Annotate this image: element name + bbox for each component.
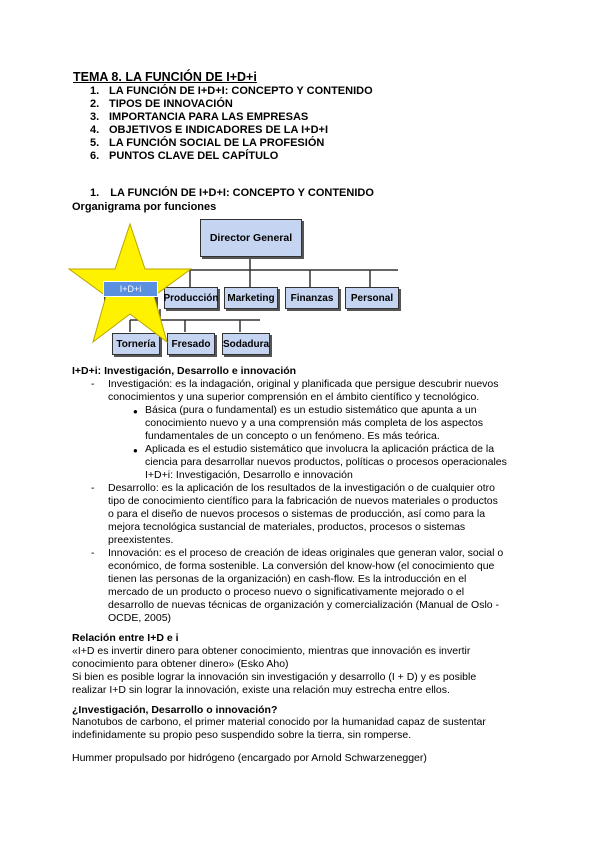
- toc-number: 6.: [90, 150, 100, 162]
- text-line: tienen las personas de la organización) en cash-flow. Es la introducción en el: [108, 573, 467, 585]
- section-label: LA FUNCIÓN DE I+D+I: CONCEPTO Y CONTENIDO: [110, 187, 374, 199]
- toc-item: [73, 111, 373, 124]
- text-line: I+D+i: Investigación, Desarrollo e innovación: [145, 469, 353, 481]
- bullet-icon: ●: [133, 446, 138, 455]
- org-chart-title: Organigrama por funciones: [72, 201, 217, 213]
- text-line: conocimiento para obtener dinero» (Esko Aho): [72, 658, 289, 670]
- toc-item: [73, 137, 373, 150]
- desarrollo-text: [108, 482, 498, 547]
- text-line: fundamentales de un concepto o un fenómeno. Es más teórica.: [145, 430, 440, 442]
- text-line: o para el diseño de nuevos procesos o sistemas de producción, así como para la: [108, 508, 486, 520]
- text-line: indefinidamente su propio peso suspendido sobre la tierra, sin romperse.: [72, 729, 412, 741]
- text-line: tipo de conocimiento científico para la fabricación de nuevos materiales o productos: [108, 495, 498, 507]
- toc-item: [73, 150, 373, 163]
- text-line: mejora tecnológica sustancial de materiales, productos, procesos o sistemas: [108, 521, 466, 533]
- idi-heading: I+D+i: Investigación, Desarrollo e innovación: [72, 365, 297, 377]
- relacion-heading: Relación entre I+D e i: [72, 632, 179, 644]
- toc-label: OBJETIVOS E INDICADORES DE LA I+D+I: [109, 124, 329, 136]
- idi-label: I+D+i: [103, 281, 158, 297]
- section-number: 1.: [90, 187, 100, 199]
- text-line: ciencia para desarrollar nuevos productos, políticas o procesos operacionales: [145, 456, 507, 468]
- toc-item: [73, 124, 373, 137]
- investigacion-text: [108, 378, 499, 404]
- toc-number: 1.: [90, 85, 100, 97]
- section-heading: [90, 187, 374, 199]
- toc-label: TIPOS DE INNOVACIÓN: [109, 98, 233, 110]
- text-line: realizar I+D sin lograr la innovación, existe una relación muy estrecha entre ellos.: [72, 684, 450, 696]
- toc-label: PUNTOS CLAVE DEL CAPÍTULO: [109, 150, 279, 162]
- toc-number: 4.: [90, 124, 100, 136]
- text-line: conocimientos y una superior comprensión en el ámbito científico y tecnológico.: [108, 391, 480, 403]
- sub-box-torneria: Tornería: [112, 333, 160, 355]
- toc-item: [73, 98, 373, 111]
- text-line: conocimiento nuevo y a una comprensión más completa de los aspectos: [145, 417, 483, 429]
- department-box-personal: Personal: [345, 287, 399, 309]
- page-title: TEMA 8. LA FUNCIÓN DE I+D+i: [73, 70, 257, 84]
- sub-box-fresado: Fresado: [167, 333, 215, 355]
- innovacion-text: [108, 547, 503, 625]
- text-line: Aplicada es el estudio sistemático que involucra la aplicación práctica de la: [145, 443, 495, 455]
- text-line: «I+D es invertir dinero para obtener conocimiento, mientras que innovación es invertir: [72, 645, 471, 657]
- aplicada-text: [145, 443, 507, 482]
- toc-label: LA FUNCIÓN SOCIAL DE LA PROFESIÓN: [109, 137, 325, 149]
- pregunta-text: [72, 716, 486, 742]
- text-line: preexistentes.: [108, 534, 174, 546]
- dash-bullet: -: [91, 378, 95, 390]
- bullet-icon: ●: [133, 407, 138, 416]
- toc-number: 2.: [90, 98, 100, 110]
- department-box-marketing: Marketing: [224, 287, 278, 309]
- text-line: Básica (pura o fundamental) es un estudio sistemático que apunta a un: [145, 404, 477, 416]
- text-line: Nanotubos de carbono, el primer material conocido por la humanidad capaz de sustentar: [72, 716, 486, 728]
- text-line: desarrollo de nuevas técnicas de organización y comercialización (Manual de Oslo -: [108, 599, 500, 611]
- text-line: Investigación: es la indagación, original y planificada que persigue descubrir nuevos: [108, 378, 499, 390]
- director-box: Director General: [200, 219, 302, 257]
- toc-number: 3.: [90, 111, 100, 123]
- text-line: Si bien es posible lograr la innovación sin investigación y desarrollo (I + D) y es posible: [72, 671, 477, 683]
- text-line: económico, de forma sostenible. La conversión del know-how (el conocimiento que: [108, 560, 495, 572]
- text-line: Desarrollo: es la aplicación de los resultados de la investigación o de cualquier otro: [108, 482, 495, 494]
- department-box-finanzas: Finanzas: [285, 287, 339, 309]
- pregunta-heading: ¿Investigación, Desarrollo o innovación?: [72, 704, 278, 716]
- dash-bullet: -: [91, 547, 95, 559]
- text-line: Innovación: es el proceso de creación de ideas originales que generan valor, social o: [108, 547, 504, 559]
- hummer-text: Hummer propulsado por hidrógeno (encargado por Arnold Schwarzenegger): [72, 752, 427, 764]
- table-of-contents: [73, 85, 373, 163]
- toc-number: 5.: [90, 137, 100, 149]
- relacion-text: [72, 645, 476, 697]
- toc-label: IMPORTANCIA PARA LAS EMPRESAS: [109, 111, 309, 123]
- toc-item: [73, 85, 373, 98]
- dash-bullet: -: [91, 482, 95, 494]
- toc-label: LA FUNCIÓN DE I+D+I: CONCEPTO Y CONTENIDO: [109, 85, 373, 97]
- sub-box-sodadura: Sodadura: [222, 333, 270, 355]
- text-line: OCDE, 2005): [108, 612, 172, 624]
- department-box-produccion: Producción: [164, 287, 218, 309]
- text-line: mercado de un producto o proceso nuevo o significativamente mejorado o el: [108, 586, 465, 598]
- basica-text: [145, 404, 483, 443]
